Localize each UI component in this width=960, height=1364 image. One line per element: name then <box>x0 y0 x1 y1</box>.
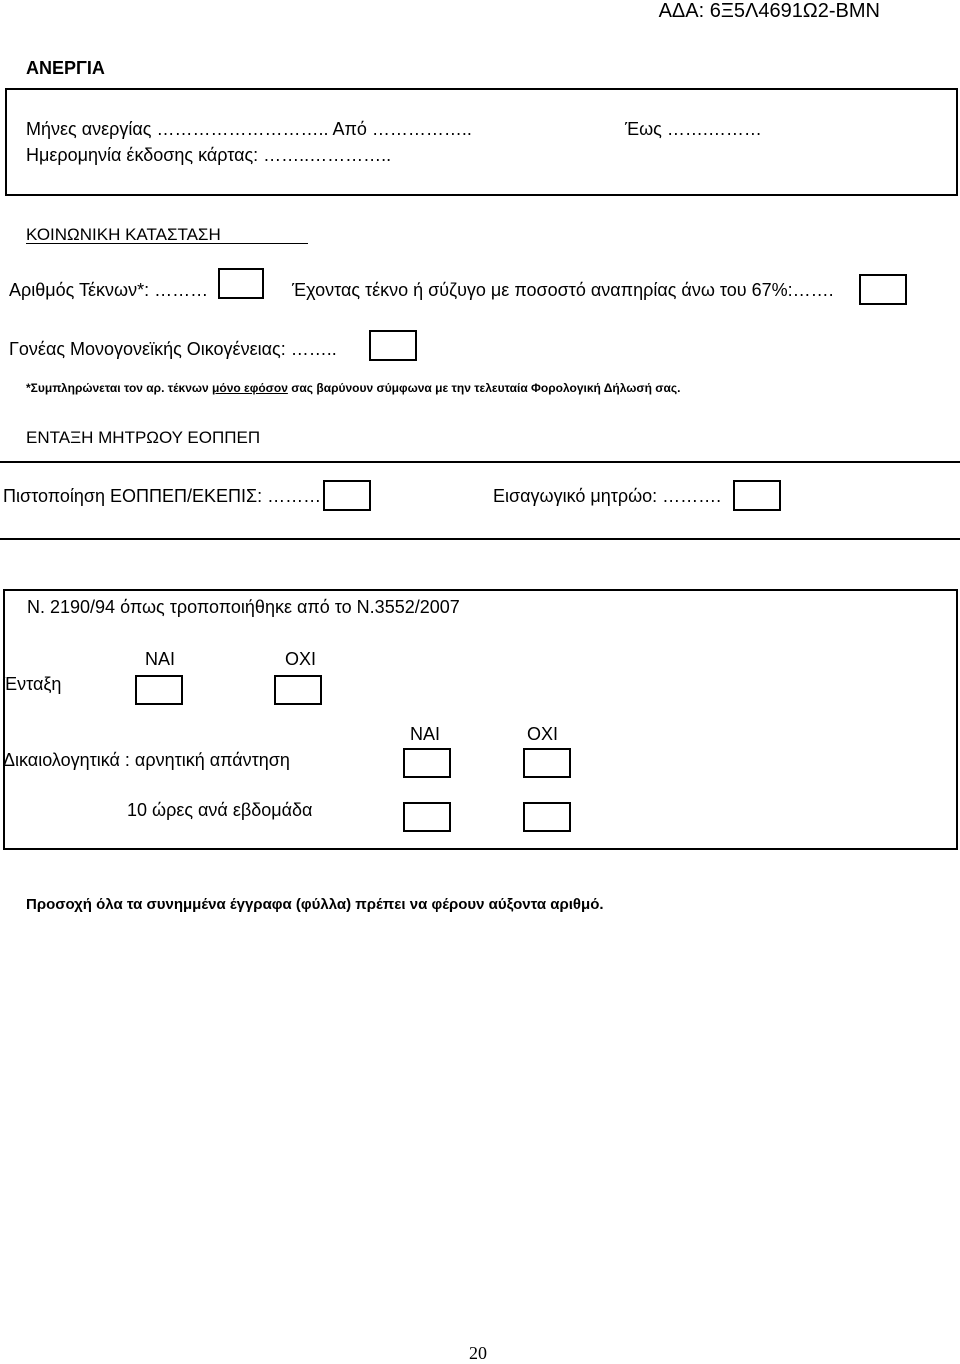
attachments-warning: Προσοχή όλα τα συνημμένα έγγραφα (φύλλα) πρέπει να φέρουν αύξοντα αριθμό. <box>26 896 604 913</box>
unemployment-title: ΑΝΕΡΓΙΑ <box>26 58 105 78</box>
eoppep-cert-checkbox[interactable] <box>323 480 371 511</box>
inclusion-label: Ένταξη <box>3 674 62 694</box>
unemployment-to-label: Έως …….……… <box>625 119 762 139</box>
footnote-emphasis: μόνο εφόσον <box>212 381 288 395</box>
footnote-suffix: σας βαρύνουν σύμφωνα με την τελευταία Φορολογική Δήλωσή σας. <box>287 381 681 395</box>
hours-no-checkbox[interactable] <box>523 802 571 832</box>
children-footnote <box>26 381 680 395</box>
docs-no-checkbox[interactable] <box>523 748 571 778</box>
hours-yes-checkbox[interactable] <box>403 802 451 832</box>
eoppep-cert-label: Πιστοποίηση ΕΟΠΠΕΠ/ΕΚΕΠΙΣ: ……… <box>3 486 322 506</box>
intro-registry-label: Εισαγωγικό μητρώο: ………. <box>493 486 722 506</box>
disabled-relative-checkbox[interactable] <box>859 274 907 305</box>
inclusion-yes-header: ΝΑΙ <box>145 649 176 669</box>
children-count-field[interactable] <box>218 268 264 299</box>
inclusion-yes-checkbox[interactable] <box>135 675 183 705</box>
card-issue-date-label: Ημερομηνία έκδοσης κάρτας: ……..………….. <box>26 145 392 165</box>
registry-title: ΕΝΤΑΞΗ ΜΗΤΡΩΟΥ ΕΟΠΠΕΠ <box>26 428 261 447</box>
single-parent-checkbox[interactable] <box>369 330 417 361</box>
inclusion-no-checkbox[interactable] <box>274 675 322 705</box>
inclusion-no-header: ΟΧΙ <box>285 649 317 669</box>
docs-no-header: ΟΧΙ <box>527 724 559 744</box>
intro-registry-checkbox[interactable] <box>733 480 781 511</box>
social-status-title: ΚΟΙΝΩΝΙΚΗ ΚΑΤΑΣΤΑΣΗ <box>26 225 221 244</box>
law-reference-label: Ν. 2190/94 όπως τροποποιήθηκε από το Ν.3552/2007 <box>27 597 460 617</box>
unemployment-box <box>5 88 958 196</box>
single-parent-label: Γονέας Μονογονεϊκής Οικογένειας: …….. <box>9 339 337 359</box>
page-number: 20 <box>469 1343 487 1363</box>
registry-divider-bottom <box>0 538 960 540</box>
disabled-relative-label: Έχοντας τέκνο ή σύζυγο με ποσοστό αναπηρίας άνω του 67%:……. <box>292 280 834 300</box>
children-count-label: Αριθμός Τέκνων*: ……… <box>9 280 209 300</box>
docs-yes-header: ΝΑΙ <box>410 724 441 744</box>
social-title-underline <box>26 243 308 244</box>
weekly-hours-label: 10 ώρες ανά εβδομάδα <box>127 800 313 820</box>
ada-code: ΑΔΑ: 6Ξ5Λ4691Ω2-ΒΜΝ <box>658 0 880 22</box>
footnote-prefix: *Συμπληρώνεται τον αρ. τέκνων <box>26 381 213 395</box>
docs-yes-checkbox[interactable] <box>403 748 451 778</box>
unemployment-months-label: Μήνες ανεργίας ……………………….. Από …………….. <box>26 119 472 139</box>
registry-divider-top <box>0 461 960 463</box>
docs-negative-label: Δικαιολογητικά : αρνητική απάντηση <box>3 750 290 770</box>
